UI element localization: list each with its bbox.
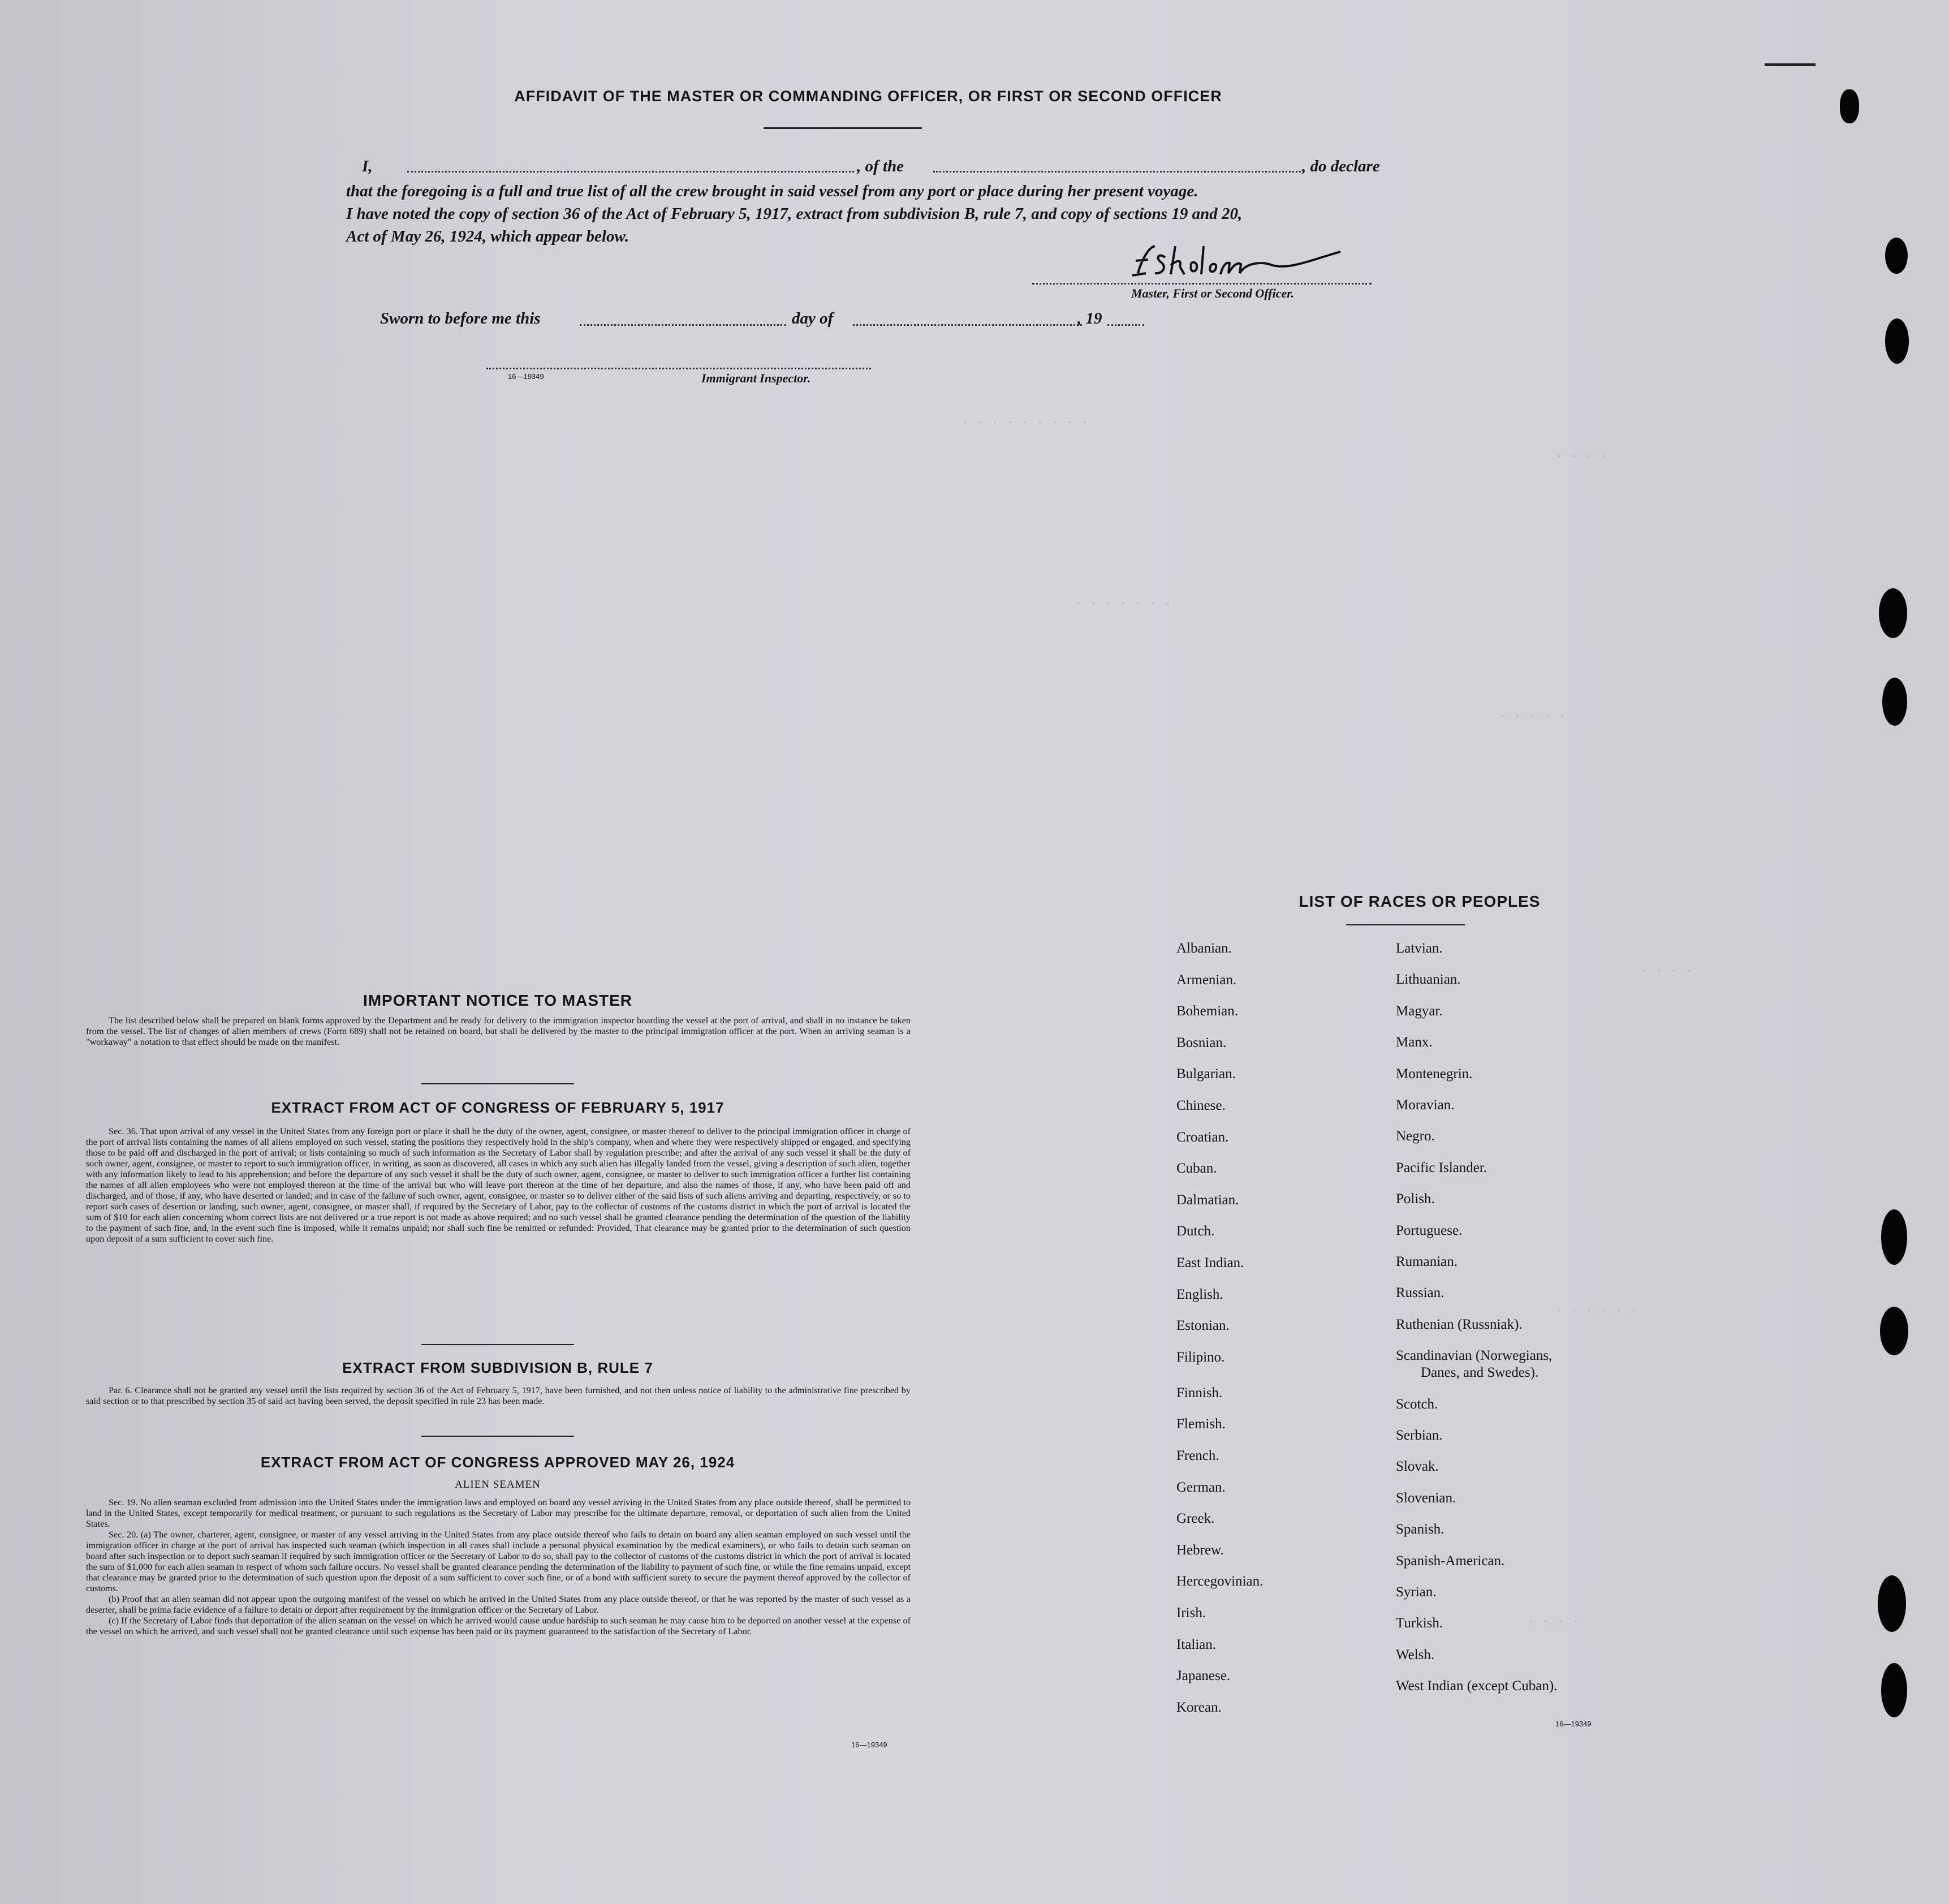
affidavit-of-the: , of the	[857, 157, 904, 175]
name-blank-line	[407, 171, 854, 173]
race-item: Bohemian.	[1176, 1003, 1239, 1019]
title-divider	[764, 127, 922, 129]
extract-1917-paragraph: Sec. 36. That upon arrival of any vessel in the United States from any foreign port or place it shall be the duty of the owner, agent, consignee, or master thereof to deliver to the principal immigration officer in charge of the port of arrival lists containing the names of all aliens employed on such vessel, stating the positions they respectively hold in the ship's company, when and where they were respectively shipped or engaged, and specifying those to be paid off and discharged in the port of arrival; or lists containing so much of such information as the Secretary of Labor shall by regulation prescribe; and after the arrival of any such vessel it shall be the duty of such owner, agent, consignee, or master to report to such immigration officer, in writing, as soon as discovered, all cases in which any such alien has illegally landed from the vessel, giving a description of such alien, together with any information likely to lead to his apprehension; and before the departure of any such vessel it shall be the duty of such owner, agent, consignee, or master to deliver to such immigration officer a further list containing the names of all alien employees who were not employed thereon at the time of the arrival but who will leave port thereon at the time of her departure, and also the names of those, if any, who have been paid off and discharged, and of those, if any, who have deserted or landed; and in case of the failure of such owner, agent, consignee, or master so to deliver either of the said lists of such aliens arriving and departing, respectively, or so to report such cases of desertion or landing, such owner, agent, consignee, or master shall, if required by the Secretary of Labor, pay to the collector of customs of the customs district in which the port of arrival is located the sum of $10 for each alien concerning whom correct lists are not delivered or a true report is not made as above required; and no such vessel shall be granted clearance pending the determination of the question of the liability to the payment of such fine, and, in the event such fine is imposed, while it remains unpaid; nor shall such fine be remitted or refunded: Provided, That clearance may be granted prior to the determination of such question upon deposit of a sum sufficient to cover such fine.	[86, 1126, 911, 1244]
affidavit-line-4: Act of May 26, 1924, which appear below.	[346, 227, 629, 245]
sworn-year-blank	[1107, 324, 1144, 326]
master-signature	[1126, 240, 1352, 286]
race-item: Korean.	[1176, 1700, 1222, 1715]
race-item: German.	[1176, 1480, 1226, 1495]
race-item: Portuguese.	[1396, 1223, 1463, 1238]
sworn-prefix: Sworn to before me this	[380, 309, 541, 328]
binder-hole	[1882, 678, 1907, 726]
binder-hole	[1840, 89, 1859, 123]
form-number-top: 16—19349	[508, 372, 544, 381]
race-item: Spanish.	[1396, 1522, 1444, 1537]
edge-mark	[1765, 63, 1816, 66]
race-item: East Indian.	[1176, 1255, 1244, 1270]
vessel-blank-line	[933, 171, 1301, 173]
race-item: English.	[1176, 1287, 1223, 1302]
race-item: Irish.	[1176, 1605, 1206, 1621]
sworn-day-of: day of	[792, 309, 834, 328]
race-item: Armenian.	[1176, 972, 1237, 988]
sworn-day-blank	[580, 324, 786, 326]
affidavit-title: AFFIDAVIT OF THE MASTER OR COMMANDING OFFICER, OR FIRST OR SECOND OFFICER	[514, 88, 1222, 105]
extract-1924-subtitle: ALIEN SEAMEN	[455, 1479, 541, 1491]
signature-caption: Master, First or Second Officer.	[1131, 286, 1295, 300]
race-item: Danes, and Swedes).	[1421, 1365, 1539, 1380]
races-title: LIST OF RACES OR PEOPLES	[1299, 893, 1541, 910]
binder-hole	[1878, 1575, 1906, 1632]
race-item: Estonian.	[1176, 1318, 1230, 1333]
notice-title: IMPORTANT NOTICE TO MASTER	[363, 992, 633, 1009]
extract-rule7-paragraph: Par. 6. Clearance shall not be granted any vessel until the lists required by section 36 of the Act of February 5, 1917, have been furnished, and not then unless notice of liability to the administrative fine prescribed by said section or to that prescribed by section 35 of said act having been served, the deposit specified in rule 23 has been made.	[86, 1385, 911, 1406]
race-item: Greek.	[1176, 1511, 1215, 1526]
inspector-caption: Immigrant Inspector.	[701, 371, 811, 385]
race-item: Lithuanian.	[1396, 972, 1461, 987]
affidavit-line-2: that the foregoing is a full and true list of all the crew brought in said vessel from any port or place during her present voyage.	[346, 182, 1198, 200]
race-item: Moravian.	[1396, 1097, 1455, 1113]
race-item: Spanish-American.	[1396, 1553, 1505, 1569]
form-number-left: 16—19349	[851, 1741, 887, 1749]
race-item: Rumanian.	[1396, 1254, 1458, 1269]
form-number-right: 16—19349	[1555, 1720, 1592, 1728]
binder-hole	[1885, 318, 1909, 364]
race-item: Ruthenian (Russniak).	[1396, 1317, 1523, 1332]
race-item: Hercegovinian.	[1176, 1574, 1264, 1589]
race-item: Japanese.	[1176, 1668, 1231, 1683]
race-item: French.	[1176, 1448, 1219, 1463]
sec-20a-paragraph: Sec. 20. (a) The owner, charterer, agent, consignee, or master of any vessel arriving in the United States from any place outside thereof who fails to detain on board any alien seaman employed on such vessel until the immigration officer in charge at the port of arrival has inspected such seaman (which inspection in all cases shall include a personal physical examination by the medical examiners), or who fails to detain such seaman on board after such inspection or to deport such seaman if required by such immigration officer or the Secretary of Labor to do so, shall pay to the collector of customs of the customs district in which the port of arrival is located the sum of $1,000 for each alien seaman in respect of whom such failure occurs. No vessel shall be granted clearance pending the determination of the liability to payment of such fine, or while the fine remains unpaid, except that clearance may be granted prior to the determination of such question upon the deposit of a sum sufficient to cover such fine, or of a bond with sufficient surety to secure the payment thereof approved by the collector of customs.	[86, 1530, 911, 1593]
notice-paragraph: The list described below shall be prepared on blank forms approved by the Department and be ready for delivery to the immigration inspector boarding the vessel at the port of arrival, and shall in no instance be taken from the vessel. The list of changes of alien members of crews (Form 689) shall not be retained on board, but shall be delivered by the master to the principal immigration officer at the port. When an arriving seaman is a "workaway" a notation to that effect should be made on the manifest.	[86, 1015, 911, 1047]
divider-2	[421, 1344, 574, 1345]
divider-3	[421, 1436, 574, 1437]
race-item: Cuban.	[1176, 1161, 1217, 1176]
race-item: Italian.	[1176, 1637, 1217, 1652]
race-item: Croatian.	[1176, 1130, 1229, 1145]
race-item: Manx.	[1396, 1035, 1433, 1050]
race-item: Syrian.	[1396, 1584, 1437, 1600]
race-item: Serbian.	[1396, 1428, 1443, 1443]
sec-20c-paragraph: (c) If the Secretary of Labor finds that deportation of the alien seaman on the vessel on which he arrived would cause undue hardship to such seaman he may cause him to be deported on another vessel at the expense of the vessel on which he arrived, and such vessel shall not be granted clearance until such expense has been paid or its payment guaranteed to the satisfaction of the Secretary of Labor.	[86, 1616, 911, 1636]
document-page: AFFIDAVIT OF THE MASTER OR COMMANDING OFFICER, OR FIRST OR SECOND OFFICER I, , of the , do declare that the foregoing is a full and true list of all the crew brought in said vessel from any port or place during her present voyage. I have noted the copy of section 36 of the Act of February 5, 1917, extract from subdivision B, rule 7, and copy of sections 19 and 20, Act of May 26, 1924, which appear below. Master, First or Second Officer. Sworn to before me this day of , 19 16—19349 Immigrant Inspector. . . . . . . . . . . . . . . . . . . . . . . . . . . . . . . . . . . . . . . . IMPORTANT NOTICE TO MASTER The list described below shall be prepared on blank forms approved by the Department and be ready for delivery to the immigration inspector boarding the vessel at the port of arrival, and shall in no instance be taken from the vessel. The list of changes of alien members of crews (Form 689) shall not be retained on board, but shall be delivered by the master to the principal immigration officer at the port. When an arriving seaman is a "workaway" a notation to that effect should be made on the manifest. EXTRACT FROM ACT OF CONGRESS OF FEBRUARY 5, 1917 Sec. 36. That upon arrival of any vessel in the United States from any foreign port or place it shall be the duty of the owner, agent, consignee, or master thereof to deliver to the principal immigration officer in charge of the port of arrival lists containing the names of all aliens employed on such vessel, stating the positions they respectively hold in the ship's company, when and where they were respectively shipped or engaged, and specifying those to be paid off and discharged in the port of arrival; or lists containing so much of such information as the Secretary of Labor shall by regulation prescribe; and after the arrival of any such vessel it shall be the duty of such owner, agent, consignee, or master to report to such immigration officer, in writing, as soon as discovered, all cases in which any such alien has illegally landed from the vessel, giving a description of such alien, together with any information likely to lead to his apprehension; and before the departure of any such vessel it shall be the duty of such owner, agent, consignee, or master to deliver to such immigration officer a further list containing the names of all alien employees who were not employed thereon at the time of the arrival but who will leave port thereon at the time of her departure, and also the names of those, if any, who have been paid off and discharged, and of those, if any, who have deserted or landed; and in case of the failure of such owner, agent, consignee, or master so to deliver either of the said lists of such aliens arriving and departing, respectively, or so to report such cases of desertion or landing, such owner, agent, consignee, or master shall, if required by the Secretary of Labor, pay to the collector of customs of the customs district in which the port of arrival is located the sum of $10 for each alien concerning whom correct lists are not delivered or a true report is not made as above required; and no such vessel shall be granted clearance pending the determination of the question of the liability to the payment of such fine, and, in the event such fine is imposed, while it remains unpaid; nor shall such fine be remitted or refunded: Provided, That clearance may be granted prior to the determination of such question upon deposit of a sum sufficient to cover such fine. EXTRACT FROM SUBDIVISION B, RULE 7 Par. 6. Clearance shall not be granted any vessel until the lists required by section 36 of the Act of February 5, 1917, have been furnished, and not then unless notice of liability to the administrative fine prescribed by said section or to that prescribed by section 35 of said act having been served, the deposit specified in rule 23 has been made. EXTRACT FROM ACT OF CONGRESS APPROVED MAY 26, 1924 ALIEN SEAMEN Sec. 19. No alien seaman excluded from admission into the United States under the immigration laws and employed on board any vessel arriving in the United States from any place outside thereof, shall be permitted to land in the United States, except temporarily for medical treatment, or pursuant to such regulations as the Secretary of Labor may prescribe for the ultimate departure, removal, or deportation of such alien from the United States. Sec. 20. (a) The owner, charterer, agent, consignee, or master of any vessel arriving in the United States from any place outside thereof who fails to detain on board any alien seaman employed on such vessel until the immigration officer in charge at the port of arrival has inspected such seaman (which inspection in all cases shall include a personal physical examination by the medical examiners), or who fails to detain such seaman on board after such inspection or to deport such seaman if required by such immigration officer or the Secretary of Labor to do so, shall pay to the collector of customs of the customs district in which the port of arrival is located the sum of $1,000 for each alien seaman in respect of whom such failure occurs. No vessel shall be granted clearance pending the determination of the liability to payment of such fine, or while the fine remains unpaid, except that clearance may be granted prior to the determination of such question upon the deposit of a sum sufficient to cover such fine, or of a bond with sufficient surety to secure the payment thereof approved by the collector of customs. (b) Proof that an alien seaman did not appear upon the outgoing manifest of the vessel on which he arrived in the United States from any place outside thereof, or that he was reported by the master of such vessel as a deserter, shall be prima facie evidence of a failure to detain or deport after requirement by the immigration officer or the Secretary of Labor. (c) If the Secretary of Labor finds that deportation of the alien seaman on the vessel on which he arrived would cause undue hardship to such seaman he may cause him to be deported on another vessel at the expense of the vessel on which he arrived, and such vessel shall not be granted clearance until such expense has been paid or its payment guaranteed to the satisfaction of the Secretary of Labor. 16—19349 LIST OF RACES OR PEOPLES Albanian. Armenian. Bohemian. Bosnian. Bulgarian. Chinese. Croatian. Cuban. Dalmatian. Dutch. East Indian. English. Estonian. Filipino. Finnish. Flemish. French. German. Greek. Hebrew. Hercegovinian. Irish. Italian. Japanese. Korean. Latvian. Lithuanian. Magyar. Manx. Montenegrin. Moravian. Negro. Pacific Islander. Polish. Portuguese. Rumanian. Russian. Ruthenian (Russniak). Scandinavian (Norwegians, Danes, and Swedes). Scotch. Serbian. Slovak. Slovenian. Spanish. Spanish-American. Syrian. Turkish. Welsh. West Indian (except Cuban). 16—19349	[0, 0, 1949, 1904]
race-item: Turkish.	[1396, 1616, 1443, 1631]
race-item: Scandinavian (Norwegians,	[1396, 1348, 1553, 1363]
inspector-line	[486, 368, 871, 369]
race-item: Filipino.	[1176, 1350, 1225, 1365]
race-item: Albanian.	[1176, 941, 1232, 956]
binder-hole	[1885, 238, 1908, 274]
race-item: Dutch.	[1176, 1224, 1215, 1239]
extract-1924-body	[86, 1497, 911, 1637]
binder-hole	[1880, 1307, 1908, 1355]
sworn-year: , 19	[1077, 309, 1102, 328]
extract-1924-title: EXTRACT FROM ACT OF CONGRESS APPROVED MAY 26, 1924	[260, 1454, 735, 1471]
race-item: Magyar.	[1396, 1003, 1443, 1019]
race-item: Chinese.	[1176, 1098, 1226, 1113]
binder-hole	[1881, 1663, 1907, 1717]
divider-1	[421, 1083, 574, 1084]
race-item: Negro.	[1396, 1128, 1435, 1144]
race-item: Dalmatian.	[1176, 1192, 1239, 1208]
affidavit-line-3: I have noted the copy of section 36 of the Act of February 5, 1917, extract from subdivision B, rule 7, and copy of sections 19 and 20,	[346, 205, 1243, 223]
race-item: Slovenian.	[1396, 1491, 1456, 1506]
race-item: Hebrew.	[1176, 1543, 1224, 1558]
races-divider	[1346, 924, 1465, 925]
sec-20b-paragraph: (b) Proof that an alien seaman did not appear upon the outgoing manifest of the vessel on which he arrived in the United States from any place outside thereof, or that he was reported by the master of such vessel as a deserter, shall be prima facie evidence of a failure to detain or deport after requirement by the immigration officer or the Secretary of Labor.	[86, 1594, 911, 1615]
race-item: Latvian.	[1396, 941, 1443, 956]
extract-rule7-title: EXTRACT FROM SUBDIVISION B, RULE 7	[342, 1359, 653, 1376]
race-item: Welsh.	[1396, 1647, 1435, 1662]
race-item: Montenegrin.	[1396, 1066, 1473, 1082]
race-item: Polish.	[1396, 1191, 1435, 1207]
race-item: Finnish.	[1176, 1385, 1223, 1401]
race-item: Bosnian.	[1176, 1035, 1227, 1050]
binder-hole	[1881, 1209, 1907, 1265]
race-item: West Indian (except Cuban).	[1396, 1678, 1558, 1694]
sworn-month-blank	[853, 324, 1082, 326]
affidavit-i: I,	[362, 157, 373, 175]
sec-19-paragraph: Sec. 19. No alien seaman excluded from admission into the United States under the immigration laws and employed on board any vessel arriving in the United States from any place outside thereof, shall be permitted to land in the United States, except temporarily for medical treatment, or pursuant to such regulations as the Secretary of Labor may prescribe for the ultimate departure, removal, or deportation of such alien from the United States.	[86, 1497, 911, 1529]
notice-body	[86, 1015, 911, 1048]
extract-1917-title: EXTRACT FROM ACT OF CONGRESS OF FEBRUARY 5, 1917	[271, 1099, 725, 1116]
race-item: Bulgarian.	[1176, 1066, 1236, 1082]
race-item: Slovak.	[1396, 1459, 1439, 1474]
race-item: Pacific Islander.	[1396, 1160, 1487, 1175]
extract-rule7-body	[86, 1385, 911, 1407]
affidavit-declare: , do declare	[1302, 157, 1380, 175]
race-item: Scotch.	[1396, 1397, 1438, 1412]
race-item: Flemish.	[1176, 1416, 1226, 1432]
binder-hole	[1879, 588, 1907, 638]
signature-line	[1032, 283, 1372, 285]
extract-1917-body	[86, 1126, 911, 1244]
race-item: Russian.	[1396, 1285, 1444, 1300]
